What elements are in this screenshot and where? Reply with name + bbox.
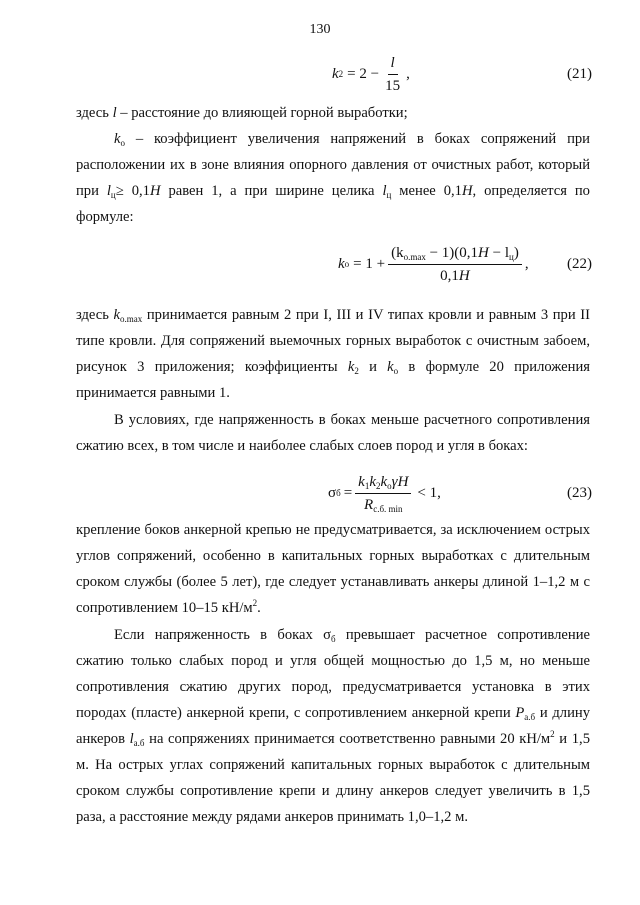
paragraph-4: В условиях, где напряженность в боках меньше расчетного сопротивления сжатию всех, в том числе и наиболее слабых слоев пород и угля в боках:	[76, 412, 590, 454]
paragraph-2: $k_о$ – коэффициент увеличения напряжений в боках сопряжений при расположении их в зоне влияния опорного давления от очистных работ, который при $l_ц\ge 0,1H$ равен 1, а при ширине целика $l_ц$ менее 0,1H, определяется по формуле:	[76, 131, 590, 225]
equation-23-number: (23)	[567, 484, 592, 501]
equation-22-fraction: $\frac{(k_{о.max} - 1)(0,1H - l_ц)}{0,1H}$	[388, 244, 522, 285]
equation-23-fraction: $\frac{k_1k_2k_о\gamma H}{R_{с.б. min}}$	[355, 473, 411, 514]
paragraph-5: крепление боков анкерной крепью не предусматривается, за исключением острых углов сопряжений, особенно в капитальных горных выработках с длительным сроком службы (более 5 лет), где следует устанавливать анкеры длиной 1–1,2 м с сопротивлением 10–15 $кН/м^2$.	[76, 522, 590, 616]
equation-23-expression: σ б = $\frac{k_1k_2k_о\gamma H}{R_{с.б. min}}$ < 1,	[328, 473, 441, 514]
paragraph-1: здесь l – расстояние до влияющей горной выработки;	[76, 105, 408, 121]
equation-23	[0, 465, 640, 521]
equation-21-expression: k 2 = 2 − $\frac{l}{15}$ ,	[332, 54, 410, 94]
equation-21	[0, 46, 640, 102]
paragraph-6: Если напряженность в боках $\sigma_б$ превышает расчетное сопротивление сжатию только слабых пород и угля общей мощностью до 1,5 м, но меньше сопротивления сжатию других пород, предусматривается установка в этих породах (пласте) анкерной крепи, с сопротивлением анкерной крепи $P_{а.б}$ и длину анкеров $l_{а.б}$ на сопряжениях принимается соответственно равными 20 $кН/м^2$ и 1,5 м. На острых углах сопряжений капитальных горных выработок с длительным сроком службы сопротивление крепи и длину анкеров следует увеличить в 1,5 раза, а расстояние между рядами анкеров принимать 1,0–1,2 м.	[76, 627, 590, 825]
equation-22	[0, 236, 640, 292]
page-number: 130	[309, 22, 331, 37]
equation-22-expression: k о = 1 + $\frac{(k_{о.max} - 1)(0,1H - l_ц)}{0,1H}$ ,	[338, 244, 529, 284]
equation-21-fraction: $\frac{l}{15}$	[385, 54, 401, 94]
equation-22-number: (22)	[567, 255, 592, 272]
equation-21-number: (21)	[567, 65, 592, 82]
paragraph-3: здесь $k_{о.max}$ принимается равным 2 при I, III и IV типах кровли и равным 3 при II типе кровли. Для сопряжений выемочных горных выработок с очистным забоем, рисунок 3 приложения; коэффициенты $k_2$ и $k_о$ в формуле 20 приложения принимается равными 1.	[76, 307, 590, 401]
